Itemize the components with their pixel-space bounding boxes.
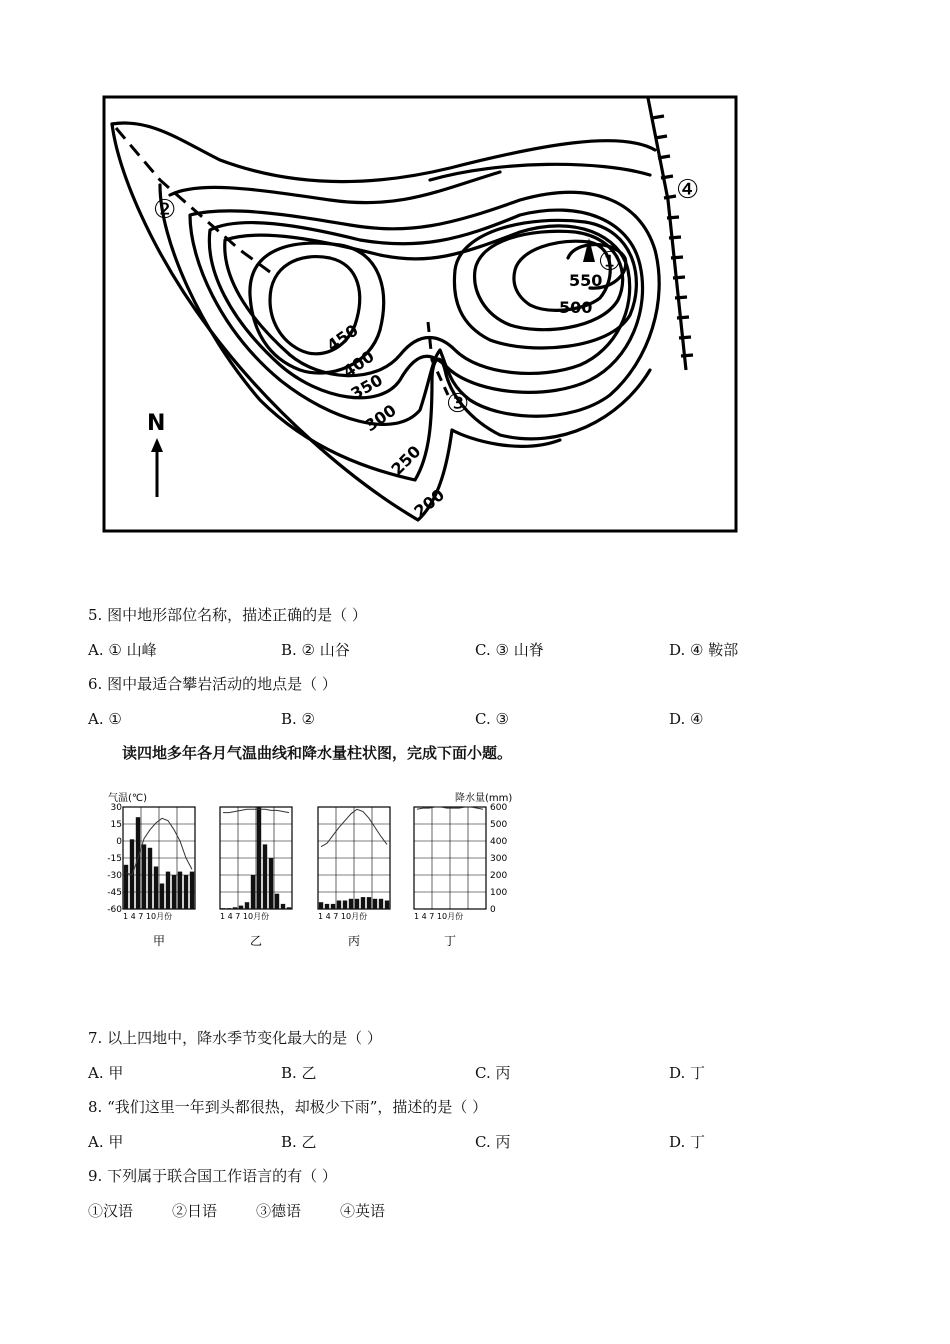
temp-tick-label: -15	[107, 854, 122, 864]
month-axis-label: 1 4 7 10月份	[318, 912, 368, 921]
q8-option-c[interactable]: C. 丙	[475, 1133, 511, 1151]
precip-tick-label: 400	[490, 837, 508, 847]
q8-option-d[interactable]: D. 丁	[669, 1133, 706, 1151]
panel-name: 丁	[443, 934, 457, 948]
contour-label: 550	[569, 271, 603, 290]
precip-bar	[124, 865, 128, 909]
contour-lines	[112, 123, 659, 520]
q6-option-b[interactable]: B. ②	[281, 710, 316, 728]
climate-charts	[100, 785, 530, 955]
precip-bar	[142, 844, 146, 909]
precip-axis-title: 降水量(mm)	[455, 793, 513, 804]
q6-option-a[interactable]: A. ①	[88, 710, 122, 728]
dashed-line	[116, 128, 270, 272]
contour-label: 350	[347, 370, 386, 404]
temp-tick-label: -60	[107, 905, 122, 915]
question-6: 6. 图中最适合攀岩活动的地点是（ ）	[88, 675, 337, 693]
climate-panel-2	[220, 807, 292, 948]
precip-bar	[343, 901, 347, 910]
precip-bar	[269, 858, 273, 909]
precip-tick-label: 0	[490, 905, 496, 915]
marker-2: ②	[153, 195, 177, 225]
precip-tick-label: 500	[490, 820, 508, 830]
precip-bar	[349, 899, 353, 909]
precip-bar	[190, 872, 194, 909]
q7-option-d[interactable]: D. 丁	[669, 1064, 706, 1082]
q7-option-b[interactable]: B. 乙	[281, 1064, 317, 1082]
month-axis-label: 1 4 7 10月份	[414, 912, 464, 921]
panel-name: 甲	[152, 934, 166, 948]
marker-3: ③	[446, 389, 470, 419]
panel-name: 乙	[249, 934, 263, 948]
q5-option-d[interactable]: D. ④ 鞍部	[669, 641, 739, 659]
precip-bar	[245, 902, 249, 909]
q8-option-b[interactable]: B. 乙	[281, 1133, 317, 1151]
temp-tick-label: 30	[110, 803, 122, 813]
question-9: 9. 下列属于联合国工作语言的有（ ）	[88, 1167, 337, 1185]
q5-option-a[interactable]: A. ① 山峰	[88, 641, 157, 659]
precip-bar	[361, 897, 365, 909]
month-axis-label: 1 4 7 10月份	[123, 912, 173, 921]
temp-tick-label: 15	[110, 820, 122, 830]
temp-axis-title: 气温(℃)	[108, 793, 148, 804]
temp-tick-label: -30	[107, 871, 122, 881]
climate-panel-1	[123, 807, 195, 948]
contour-label: 500	[559, 298, 593, 317]
contour-label: 300	[361, 400, 400, 436]
question-5: 5. 图中地形部位名称，描述正确的是（ ）	[88, 606, 367, 624]
precip-tick-label: 600	[490, 803, 508, 813]
precip-bar	[355, 899, 359, 909]
q5-option-c[interactable]: C. ③ 山脊	[475, 641, 544, 659]
precip-bar	[263, 844, 267, 909]
q6-option-c[interactable]: C. ③	[475, 710, 509, 728]
precip-bar	[227, 908, 231, 909]
intro-text: 读四地多年各月气温曲线和降水量柱状图，完成下面小题。	[122, 744, 513, 762]
precip-bar	[287, 907, 291, 909]
q7-option-c[interactable]: C. 丙	[475, 1064, 511, 1082]
contour-map	[0, 0, 950, 560]
precip-bar	[367, 897, 371, 909]
month-axis-label: 1 4 7 10月份	[220, 912, 270, 921]
precip-tick-label: 300	[490, 854, 508, 864]
q7-option-a[interactable]: A. 甲	[88, 1064, 124, 1082]
temp-tick-label: 0	[116, 837, 122, 847]
panel-name: 丙	[347, 934, 361, 948]
precip-bar	[160, 884, 164, 910]
north-label: N	[147, 411, 166, 436]
precip-bar	[319, 902, 323, 909]
precip-bar	[154, 867, 158, 910]
q5-option-b[interactable]: B. ② 山谷	[281, 641, 350, 659]
marker-1: ①	[598, 247, 622, 277]
q9-item-4[interactable]: ④英语	[340, 1202, 386, 1220]
q8-option-a[interactable]: A. 甲	[88, 1133, 124, 1151]
q9-item-3[interactable]: ③德语	[256, 1202, 302, 1220]
contour-label: 200	[410, 485, 449, 522]
q6-option-d[interactable]: D. ④	[669, 710, 704, 728]
temp-tick-label: -45	[107, 888, 122, 898]
precip-tick-label: 200	[490, 871, 508, 881]
precip-bar	[148, 848, 152, 909]
contour-label: 250	[387, 441, 425, 479]
north-arrow-icon	[151, 438, 163, 497]
precip-bar	[275, 894, 279, 909]
precip-bar	[184, 875, 188, 909]
precip-bar	[178, 872, 182, 909]
question-7: 7. 以上四地中，降水季节变化最大的是（ ）	[88, 1029, 382, 1047]
contour-label: 400	[339, 346, 378, 382]
precip-bar	[325, 904, 329, 909]
precip-tick-label: 100	[490, 888, 508, 898]
precip-bar	[233, 907, 237, 909]
precip-bar	[385, 901, 389, 910]
precip-bar	[257, 807, 261, 909]
precip-bar	[373, 899, 377, 909]
climate-panel-3	[318, 807, 390, 948]
precip-bar	[331, 904, 335, 909]
precip-bar	[281, 904, 285, 909]
precip-bar	[379, 899, 383, 909]
precip-bar	[166, 872, 170, 909]
precip-bar	[221, 908, 225, 909]
precip-bar	[172, 875, 176, 909]
marker-4: ④	[676, 175, 700, 205]
contour-label: 450	[323, 320, 362, 356]
precip-bar	[251, 875, 255, 909]
q9-item-2[interactable]: ②日语	[172, 1202, 218, 1220]
q9-item-1[interactable]: ①汉语	[88, 1202, 134, 1220]
precip-bar	[239, 906, 243, 909]
precip-bar	[337, 901, 341, 910]
cliff-symbol	[648, 98, 693, 370]
question-8: 8. “我们这里一年到头都很热，却极少下雨”，描述的是（ ）	[88, 1098, 488, 1116]
climate-panel-4	[414, 807, 486, 948]
